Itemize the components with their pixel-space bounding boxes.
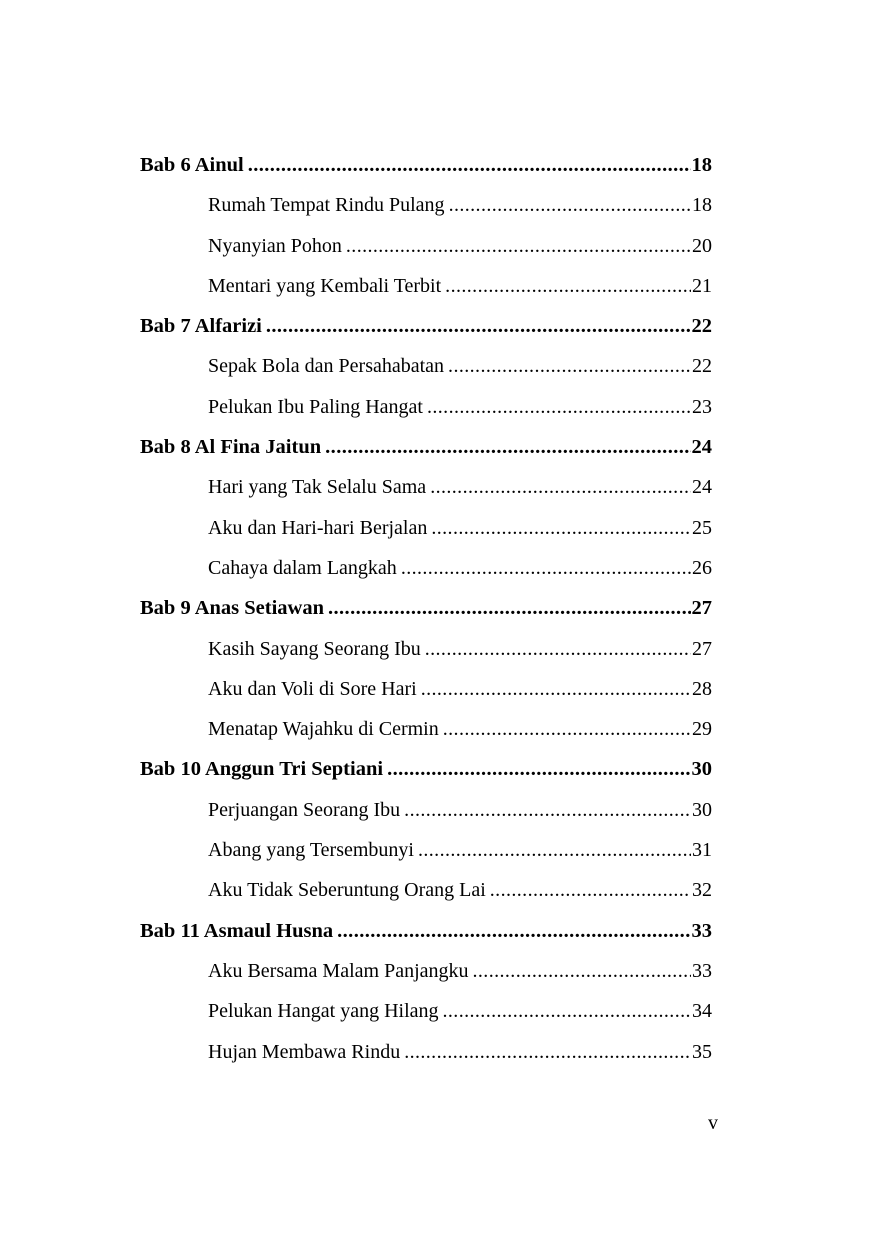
toc-entry-page-number: 28 [692, 677, 712, 700]
toc-entry-title: Hujan Membawa Rindu [208, 1040, 401, 1063]
toc-entry [140, 467, 712, 507]
toc-entry-title: Abang yang Tersembunyi [208, 839, 414, 862]
toc-dot-leader [421, 669, 691, 709]
toc-entry-page-number: 18 [691, 154, 712, 176]
toc-entry-page-number: 22 [691, 315, 712, 338]
toc-entry-page-number: 31 [692, 839, 712, 862]
toc-entry-title: Pelukan Hangat yang Hilang [208, 1000, 439, 1023]
toc-entry-page-number: 22 [692, 355, 712, 378]
toc-entry [140, 427, 712, 467]
toc-dot-leader [473, 951, 692, 991]
toc-dot-leader [404, 790, 691, 830]
toc-entry-title: Nyanyian Pohon [208, 234, 342, 257]
toc-dot-leader [266, 306, 691, 346]
toc-entry-title: Aku Tidak Seberuntung Orang Lai [208, 879, 486, 902]
toc-dot-leader [490, 870, 691, 910]
toc-dot-leader [248, 145, 691, 185]
toc-entry-title: Aku Bersama Malam Panjangku [208, 959, 469, 982]
toc-entry-page-number: 32 [692, 879, 712, 902]
toc-entry-page-number: 27 [692, 637, 712, 660]
toc-entry-title: Bab 6 Ainul [140, 154, 244, 176]
toc-dot-leader [387, 749, 690, 789]
toc-entry [140, 709, 712, 749]
toc-entry [140, 629, 712, 669]
toc-entry-title: Mentari yang Kembali Terbit [208, 274, 442, 297]
footer-page-number: v [708, 1112, 718, 1134]
toc-dot-leader [425, 629, 691, 669]
toc-entry [140, 266, 712, 306]
toc-entry [140, 508, 712, 548]
toc-dot-leader [418, 830, 691, 870]
toc-entry-title: Bab 8 Al Fina Jaitun [140, 436, 322, 459]
toc-entry-title: Rumah Tempat Rindu Pulang [208, 194, 445, 217]
toc-entry-title: Pelukan Ibu Paling Hangat [208, 395, 423, 418]
toc-dot-leader [448, 346, 691, 386]
toc-entry-title: Bab 9 Anas Setiawan [140, 597, 324, 620]
toc-entry [140, 185, 712, 225]
toc-entry [140, 991, 712, 1031]
toc-dot-leader [328, 588, 691, 628]
toc-entry [140, 387, 712, 427]
toc-entry-page-number: 30 [691, 758, 712, 781]
toc-entry-title: Bab 10 Anggun Tri Septiani [140, 758, 384, 781]
toc-entry-page-number: 24 [692, 476, 712, 499]
toc-entry-title: Aku dan Hari-hari Berjalan [208, 516, 428, 539]
toc-entry-title: Hari yang Tak Selalu Sama [208, 476, 427, 499]
toc-entry [140, 346, 712, 386]
toc-dot-leader [404, 1032, 691, 1072]
toc-entry-page-number: 26 [692, 556, 712, 579]
toc-dot-leader [325, 427, 690, 467]
toc-entry-page-number: 33 [691, 919, 712, 942]
toc-dot-leader [427, 387, 691, 427]
toc-entry-page-number: 35 [692, 1040, 712, 1063]
toc-entry-page-number: 30 [692, 798, 712, 821]
toc-entry-page-number: 20 [692, 234, 712, 257]
toc-dot-leader [431, 508, 691, 548]
toc-entry-title: Menatap Wajahku di Cermin [208, 718, 439, 741]
toc-entry-page-number: 27 [691, 597, 712, 620]
toc-entry [140, 226, 712, 266]
toc-entry [140, 145, 712, 185]
toc-entry [140, 911, 712, 951]
toc-dot-leader [337, 911, 690, 951]
toc-entry-title: Kasih Sayang Seorang Ibu [208, 637, 421, 660]
toc-entry-page-number: 33 [692, 959, 712, 982]
toc-dot-leader [346, 226, 691, 266]
toc-entry-title: Cahaya dalam Langkah [208, 556, 397, 579]
toc-entry [140, 669, 712, 709]
toc-entry [140, 951, 712, 991]
toc-entry-title: Perjuangan Seorang Ibu [208, 798, 401, 821]
toc-entry-page-number: 21 [692, 274, 712, 297]
table-of-contents [140, 145, 712, 1072]
toc-entry-title: Sepak Bola dan Persahabatan [208, 355, 445, 378]
toc-entry [140, 749, 712, 789]
toc-entry [140, 588, 712, 628]
toc-entry [140, 830, 712, 870]
toc-entry-page-number: 23 [692, 395, 712, 418]
toc-entry-page-number: 34 [692, 1000, 712, 1023]
toc-dot-leader [445, 266, 691, 306]
toc-entry-page-number: 18 [692, 194, 712, 217]
toc-entry-page-number: 29 [692, 718, 712, 741]
toc-entry [140, 306, 712, 346]
toc-dot-leader [443, 709, 691, 749]
toc-dot-leader [443, 991, 692, 1031]
toc-entry-title: Bab 11 Asmaul Husna [140, 919, 334, 942]
toc-dot-leader [430, 467, 691, 507]
toc-dot-leader [401, 548, 691, 588]
toc-entry [140, 870, 712, 910]
toc-entry-page-number: 24 [691, 436, 712, 459]
toc-entry-page-number: 25 [692, 516, 712, 539]
toc-entry [140, 790, 712, 830]
toc-entry-title: Bab 7 Alfarizi [140, 315, 262, 338]
toc-entry [140, 1032, 712, 1072]
toc-entry [140, 548, 712, 588]
toc-dot-leader [449, 185, 691, 225]
toc-entry-title: Aku dan Voli di Sore Hari [208, 677, 417, 700]
